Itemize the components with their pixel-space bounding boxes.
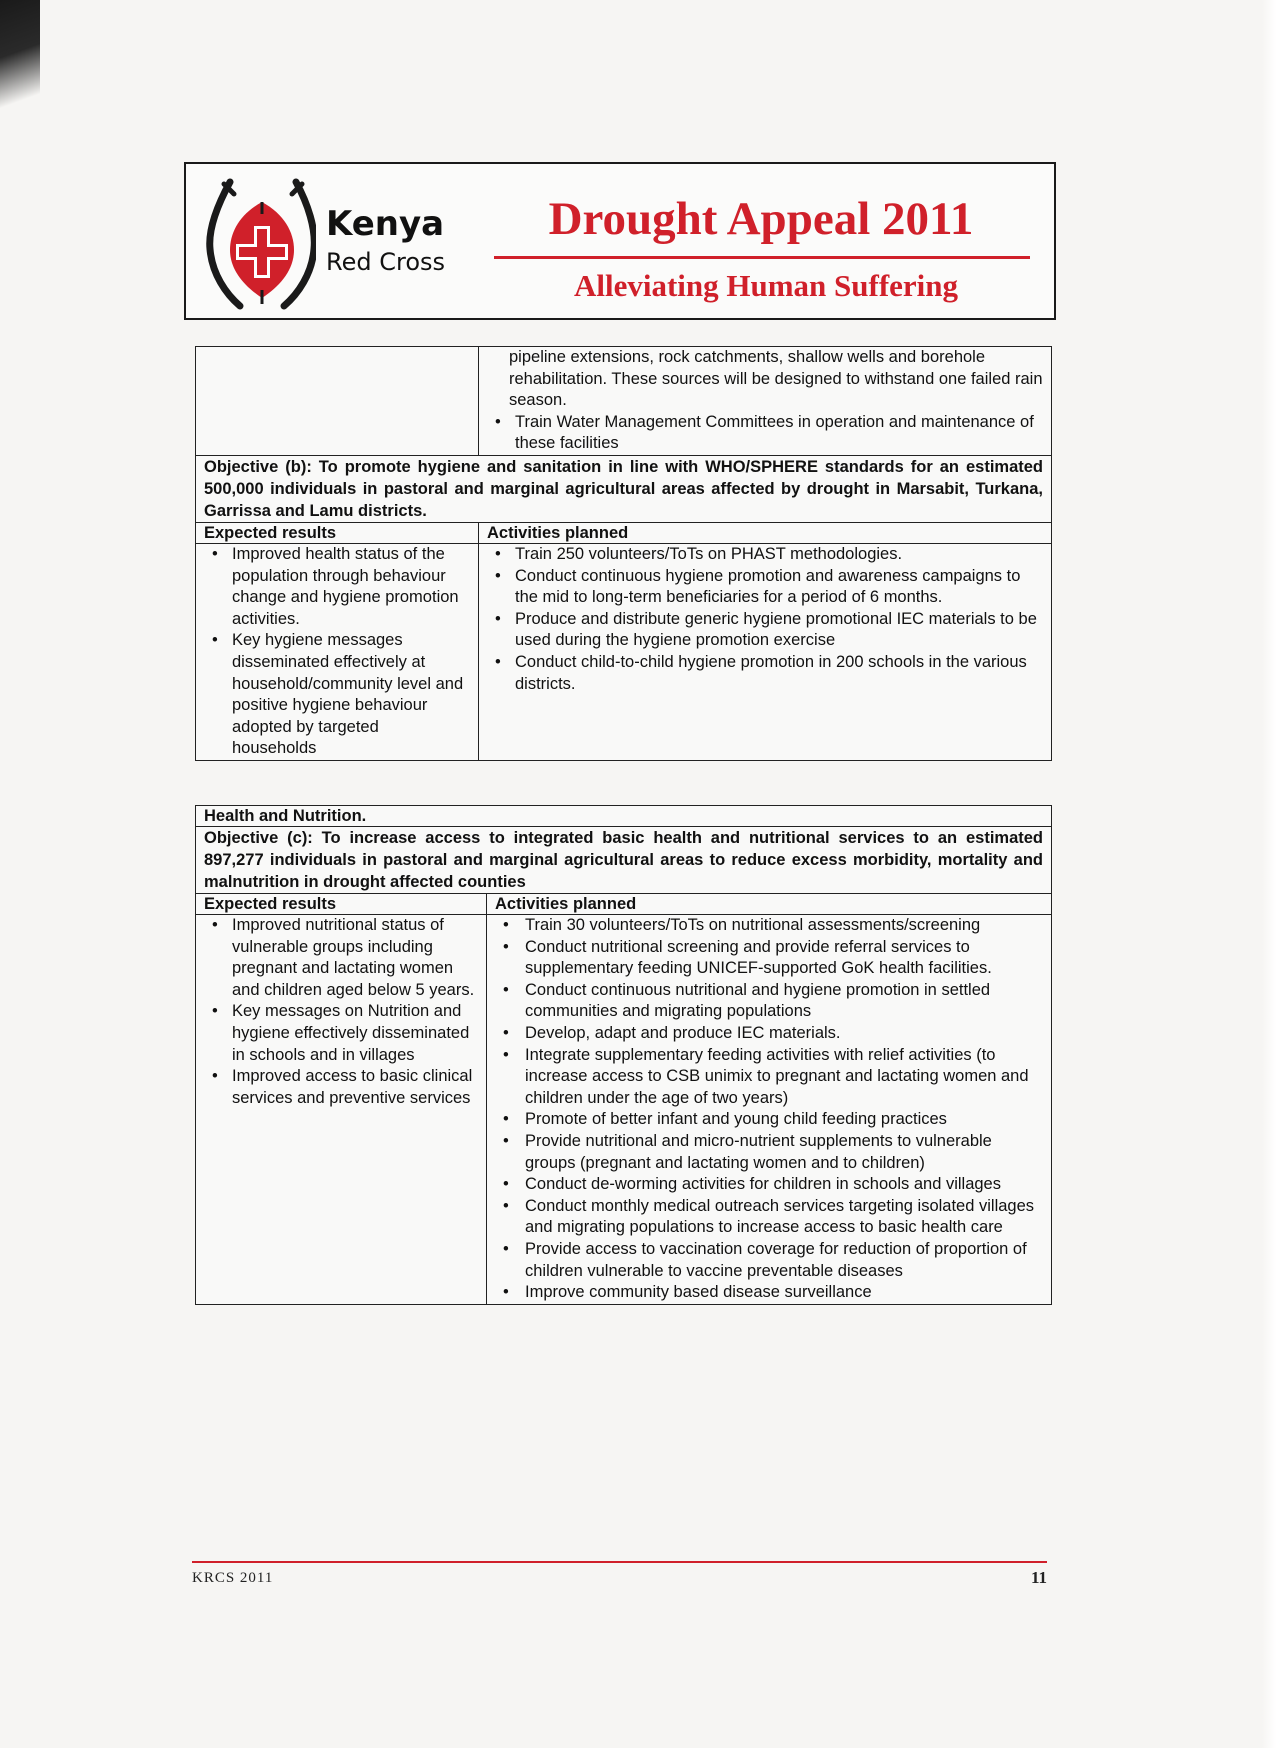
objective-row — [196, 827, 1052, 894]
col-expected-results: Expected results — [196, 522, 479, 543]
section-title-row — [196, 806, 1052, 827]
list-item: • Conduct continuous nutritional and hygiene promotion in settled communities and migrating populations — [495, 980, 1043, 1023]
org-name: Kenya — [326, 204, 445, 244]
title-rule — [494, 256, 1030, 259]
activities-cell — [487, 915, 1052, 1305]
org-subname: Red Cross — [326, 248, 446, 276]
continued-row — [196, 347, 1052, 456]
list-item: • Conduct continuous hygiene promotion and awareness campaigns to the mid to long-term beneficiaries for a period of 6 months. — [487, 566, 1043, 609]
hygiene-sanitation-table — [195, 346, 1052, 761]
list-item: • Improve community based disease surveillance — [495, 1282, 1043, 1304]
column-header-row — [196, 522, 1052, 543]
list-item: • Conduct child-to-child hygiene promotion in 200 schools in the various districts. — [487, 652, 1043, 695]
results-cell — [196, 915, 487, 1305]
col-activities-planned: Activities planned — [479, 522, 1052, 543]
footer-label: KRCS 2011 — [192, 1570, 274, 1586]
list-item: • Train 30 volunteers/ToTs on nutritional assessments/screening — [495, 915, 1043, 937]
continued-empty-cell — [196, 347, 479, 456]
appeal-title: Drought Appeal 2011 — [548, 193, 974, 245]
scan-right-edge — [1262, 0, 1276, 1748]
list-item: • Conduct nutritional screening and provide referral services to supplementary feeding UNICEF-supported GoK health facilities. — [495, 937, 1043, 980]
activities-cell — [479, 543, 1052, 760]
list-item: • Provide access to vaccination coverage for reduction of proportion of children vulnerable to vaccine preventable diseases — [495, 1239, 1043, 1282]
list-item: • Key messages on Nutrition and hygiene effectively disseminated in schools and in villages — [204, 1001, 476, 1066]
list-item: • Conduct de-worming activities for children in schools and villages — [495, 1174, 1043, 1196]
red-cross-logo-icon — [204, 174, 316, 314]
page-number: 11 — [1030, 1568, 1047, 1587]
continued-text: pipeline extensions, rock catchments, shallow wells and borehole rehabilitation. These sources will be designed to withstand one failed rain season. — [509, 348, 1043, 410]
list-item: • Key hygiene messages disseminated effectively at household/community level and positive hygiene behaviour adopted by targeted households — [204, 630, 464, 760]
list-item: • Conduct monthly medical outreach services targeting isolated villages and migrating populations to increase access to basic health care — [495, 1196, 1043, 1239]
results-activities-row — [196, 915, 1052, 1305]
section-title: Health and Nutrition. — [196, 806, 1052, 827]
list-item: • Integrate supplementary feeding activities with relief activities (to increase access to CSB unimix to pregnant and lactating women and children under the age of two years) — [495, 1045, 1043, 1110]
header-banner — [184, 162, 1056, 320]
results-activities-row — [196, 543, 1052, 760]
column-header-row — [196, 894, 1052, 915]
list-item: • Provide nutritional and micro-nutrient supplements to vulnerable groups (pregnant and lactating women and to children) — [495, 1131, 1043, 1174]
list-item: • Develop, adapt and produce IEC materials. — [495, 1023, 1043, 1045]
list-item: • Improved health status of the population through behaviour change and hygiene promotion activities. — [204, 544, 464, 630]
scan-corner-shadow — [0, 0, 40, 130]
list-item: • Produce and distribute generic hygiene promotional IEC materials to be used during the hygiene promotion exercise — [487, 609, 1043, 652]
objective-c: Objective (c): To increase access to integrated basic health and nutritional services to an estimated 897,277 individuals in pastoral and marginal agricultural areas to reduce excess morbidity, mortality and malnutrition in drought affected counties — [196, 827, 1052, 894]
continued-activities-cell — [479, 347, 1052, 456]
col-activities-planned: Activities planned — [487, 894, 1052, 915]
list-item: • Improved access to basic clinical services and preventive services — [204, 1066, 476, 1109]
objective-row — [196, 455, 1052, 522]
footer-rule — [192, 1561, 1047, 1563]
appeal-subtitle: Alleviating Human Suffering — [573, 268, 959, 303]
list-item: • Promote of better infant and young child feeding practices — [495, 1109, 1043, 1131]
list-item: • Improved nutritional status of vulnerable groups including pregnant and lactating women and children aged below 5 years. — [204, 915, 476, 1001]
objective-b: Objective (b): To promote hygiene and sanitation in line with WHO/SPHERE standards for an estimated 500,000 individuals in pastoral and marginal agricultural areas affected by drought in Marsabit, Turkana, Garrissa and Lamu districts. — [196, 455, 1052, 522]
results-cell — [196, 543, 479, 760]
list-item: • Train 250 volunteers/ToTs on PHAST methodologies. — [487, 544, 1043, 566]
list-item: • Train Water Management Committees in operation and maintenance of these facilities — [487, 412, 1043, 455]
health-nutrition-table — [195, 805, 1052, 1305]
col-expected-results: Expected results — [196, 894, 487, 915]
